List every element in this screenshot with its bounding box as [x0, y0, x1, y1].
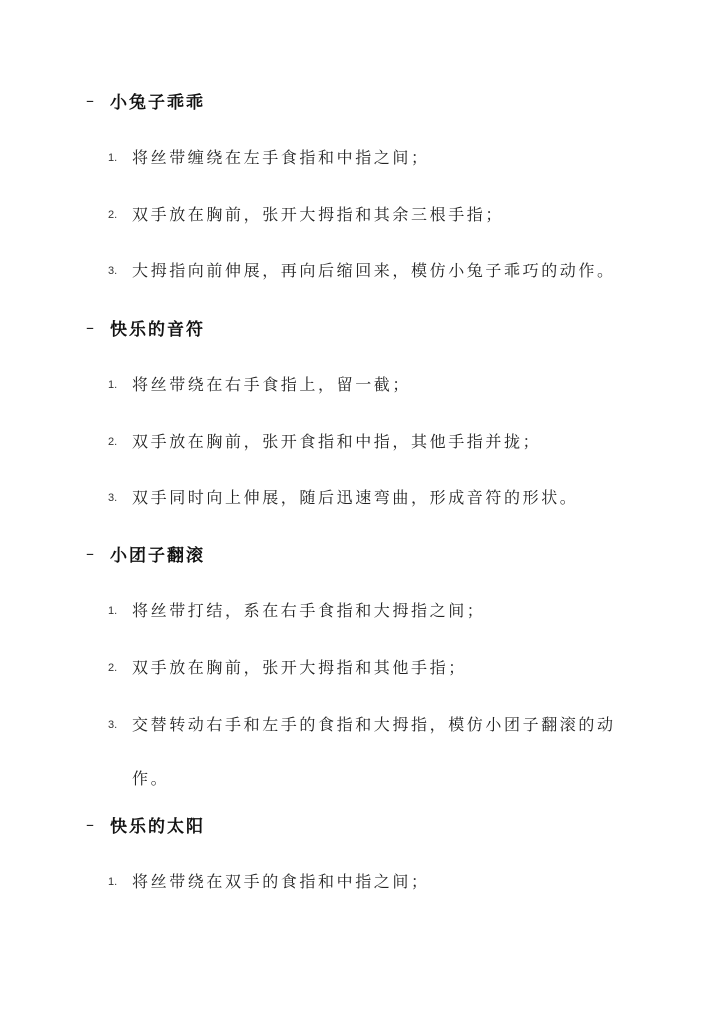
item-text: 交替转动右手和左手的食指和大拇指，模仿小团子翻滚的动作。 [132, 715, 616, 788]
item-text: 双手同时向上伸展，随后迅速弯曲，形成音符的形状。 [132, 488, 579, 507]
item-text: 双手放在胸前，张开食指和中指，其他手指并拢； [132, 432, 542, 451]
item-text: 将丝带绕在右手食指上，留一截； [132, 375, 412, 394]
item-text: 双手放在胸前，张开大拇指和其他手指； [132, 658, 467, 677]
list-item [108, 143, 648, 173]
list-item [108, 596, 648, 626]
item-number: 1. [108, 152, 118, 164]
list-item [108, 710, 648, 806]
item-number: 1. [108, 379, 118, 391]
item-text: 将丝带缠绕在左手食指和中指之间； [132, 148, 430, 167]
item-number: 3. [108, 492, 118, 504]
item-number: 3. [108, 265, 118, 277]
bullet-dash: – [86, 90, 94, 110]
item-number: 1. [108, 876, 118, 888]
item-number: 1. [108, 605, 118, 617]
section-heading [86, 312, 205, 342]
list-item [108, 483, 648, 513]
item-number: 3. [108, 719, 118, 731]
section-title: 小团子翻滚 [110, 545, 205, 566]
list-item [108, 867, 648, 897]
item-number: 2. [108, 436, 118, 448]
item-text: 将丝带绕在双手的食指和中指之间； [132, 872, 430, 891]
item-number: 2. [108, 209, 118, 221]
list-item [108, 370, 648, 400]
section-heading [86, 809, 205, 839]
bullet-dash: – [86, 317, 94, 337]
bullet-dash: – [86, 814, 94, 834]
item-text: 大拇指向前伸展，再向后缩回来，模仿小兔子乖巧的动作。 [132, 261, 616, 280]
bullet-dash: – [86, 543, 94, 563]
section-heading [86, 538, 205, 568]
item-number: 2. [108, 662, 118, 674]
section-title: 小兔子乖乖 [110, 92, 205, 113]
list-item [108, 200, 648, 230]
section-title: 快乐的音符 [110, 319, 205, 340]
list-item [108, 256, 648, 286]
list-item [108, 427, 648, 457]
list-item [108, 653, 648, 683]
item-text: 双手放在胸前，张开大拇指和其余三根手指； [132, 205, 505, 224]
section-heading [86, 85, 205, 115]
section-title: 快乐的太阳 [110, 816, 205, 837]
item-text: 将丝带打结，系在右手食指和大拇指之间； [132, 601, 486, 620]
